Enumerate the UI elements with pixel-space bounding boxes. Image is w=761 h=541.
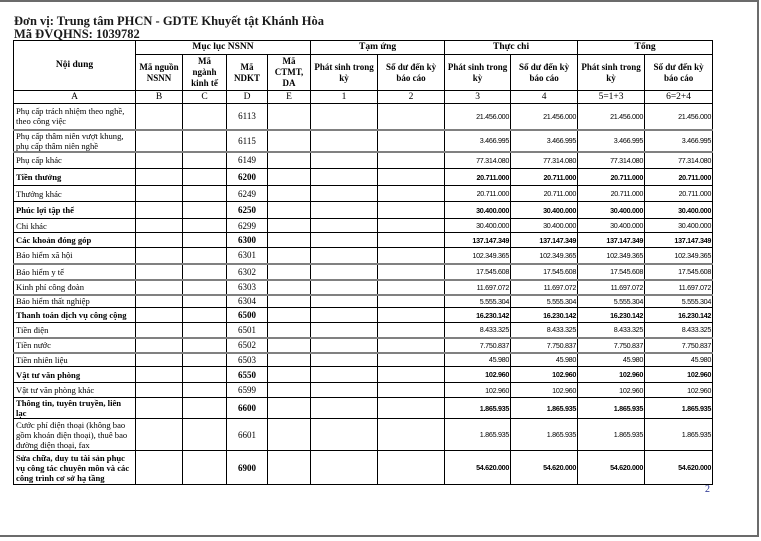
tam-ung-so-du-cell	[378, 383, 445, 398]
ma-nganh-cell	[183, 186, 227, 202]
thuc-chi-phat-sinh-cell: 17.545.608	[445, 264, 511, 280]
table-row	[14, 152, 713, 169]
thuc-chi-phat-sinh-cell: 1.865.935	[445, 398, 511, 419]
tam-ung-so-du-cell	[378, 219, 445, 233]
ma-ctmt-cell	[268, 419, 311, 451]
ma-nguon-cell	[136, 186, 183, 202]
ma-ndkt-cell: 6304	[227, 295, 268, 308]
ma-nguon-cell	[136, 219, 183, 233]
tong-so-du-cell: 20.711.000	[645, 186, 713, 202]
table-row	[14, 367, 713, 383]
ma-nguon-cell	[136, 264, 183, 280]
header-tong-phat-sinh: Phát sinh trong kỳ	[578, 55, 645, 91]
tong-so-du-cell: 8.433.325	[645, 323, 713, 338]
tam-ung-phat-sinh-cell	[311, 169, 378, 186]
row-description: Phụ cấp khác	[14, 152, 136, 169]
ma-ctmt-cell	[268, 367, 311, 383]
ma-nguon-cell	[136, 338, 183, 353]
thuc-chi-phat-sinh-cell: 8.433.325	[445, 323, 511, 338]
letter-cell: 1	[311, 91, 378, 104]
thuc-chi-so-du-cell: 20.711.000	[511, 186, 578, 202]
ma-nganh-cell	[183, 419, 227, 451]
ma-ndkt-cell: 6113	[227, 104, 268, 130]
ma-ndkt-cell: 6501	[227, 323, 268, 338]
table-row	[14, 398, 713, 419]
tong-phat-sinh-cell: 16.230.142	[578, 308, 645, 323]
ma-nguon-cell	[136, 451, 183, 485]
tong-phat-sinh-cell: 102.349.365	[578, 248, 645, 264]
ma-ndkt-cell: 6503	[227, 353, 268, 367]
row-description: Thưởng khác	[14, 186, 136, 202]
table-row	[14, 186, 713, 202]
ma-nganh-cell	[183, 152, 227, 169]
tong-phat-sinh-cell: 5.555.304	[578, 295, 645, 308]
ma-nganh-cell	[183, 219, 227, 233]
tam-ung-phat-sinh-cell	[311, 130, 378, 152]
table-row	[14, 104, 713, 130]
ma-ctmt-cell	[268, 233, 311, 248]
row-description: Kinh phí công đoàn	[14, 280, 136, 295]
letter-cell: 4	[511, 91, 578, 104]
ma-nganh-cell	[183, 202, 227, 219]
row-description: Thông tin, tuyên truyền, liên lạc	[14, 398, 136, 419]
tam-ung-phat-sinh-cell	[311, 323, 378, 338]
ma-ndkt-cell: 6600	[227, 398, 268, 419]
ma-nganh-cell	[183, 233, 227, 248]
ma-nganh-cell	[183, 338, 227, 353]
table-row	[14, 219, 713, 233]
ma-nganh-cell	[183, 280, 227, 295]
row-description: Tiền nhiên liệu	[14, 353, 136, 367]
thuc-chi-phat-sinh-cell: 20.711.000	[445, 186, 511, 202]
tong-so-du-cell: 7.750.837	[645, 338, 713, 353]
thuc-chi-phat-sinh-cell: 7.750.837	[445, 338, 511, 353]
ma-nganh-cell	[183, 451, 227, 485]
ma-nguon-cell	[136, 398, 183, 419]
thuc-chi-phat-sinh-cell: 77.314.080	[445, 152, 511, 169]
tam-ung-phat-sinh-cell	[311, 338, 378, 353]
tam-ung-so-du-cell	[378, 338, 445, 353]
thuc-chi-so-du-cell: 7.750.837	[511, 338, 578, 353]
table-row	[14, 280, 713, 295]
tong-so-du-cell: 45.980	[645, 353, 713, 367]
ma-nguon-cell	[136, 419, 183, 451]
ma-nganh-cell	[183, 323, 227, 338]
tong-so-du-cell: 102.349.365	[645, 248, 713, 264]
tam-ung-phat-sinh-cell	[311, 383, 378, 398]
tam-ung-phat-sinh-cell	[311, 152, 378, 169]
ma-ndkt-cell: 6601	[227, 419, 268, 451]
tam-ung-phat-sinh-cell	[311, 353, 378, 367]
tam-ung-phat-sinh-cell	[311, 186, 378, 202]
header-muc-luc-nsnn: Mục lục NSNN	[136, 41, 311, 55]
tong-phat-sinh-cell: 30.400.000	[578, 202, 645, 219]
header-tam-ung-so-du: Số dư đến kỳ báo cáo	[378, 55, 445, 91]
ma-nguon-cell	[136, 152, 183, 169]
tong-phat-sinh-cell: 45.980	[578, 353, 645, 367]
thuc-chi-phat-sinh-cell: 137.147.349	[445, 233, 511, 248]
ma-nguon-cell	[136, 295, 183, 308]
ma-nguon-cell	[136, 383, 183, 398]
letter-cell: 2	[378, 91, 445, 104]
tong-phat-sinh-cell: 77.314.080	[578, 152, 645, 169]
thuc-chi-phat-sinh-cell: 45.980	[445, 353, 511, 367]
ma-ctmt-cell	[268, 130, 311, 152]
ma-nguon-cell	[136, 104, 183, 130]
ma-nganh-cell	[183, 169, 227, 186]
header-ma-nganh: Mã ngành kinh tế	[183, 55, 227, 91]
tong-phat-sinh-cell: 1.865.935	[578, 419, 645, 451]
letter-cell: 6=2+4	[645, 91, 713, 104]
row-description: Chi khác	[14, 219, 136, 233]
thuc-chi-so-du-cell: 21.456.000	[511, 104, 578, 130]
ma-nguon-cell	[136, 323, 183, 338]
tong-phat-sinh-cell: 7.750.837	[578, 338, 645, 353]
tam-ung-phat-sinh-cell	[311, 202, 378, 219]
thuc-chi-so-du-cell: 137.147.349	[511, 233, 578, 248]
header-noi-dung: Nội dung	[14, 41, 136, 91]
tam-ung-phat-sinh-cell	[311, 398, 378, 419]
ma-ctmt-cell	[268, 295, 311, 308]
tong-so-du-cell: 1.865.935	[645, 398, 713, 419]
thuc-chi-so-du-cell: 45.980	[511, 353, 578, 367]
tam-ung-phat-sinh-cell	[311, 280, 378, 295]
tam-ung-so-du-cell	[378, 152, 445, 169]
ma-nganh-cell	[183, 383, 227, 398]
tam-ung-so-du-cell	[378, 186, 445, 202]
tam-ung-so-du-cell	[378, 280, 445, 295]
tam-ung-so-du-cell	[378, 169, 445, 186]
ma-nguon-cell	[136, 248, 183, 264]
tam-ung-so-du-cell	[378, 398, 445, 419]
ma-nguon-cell	[136, 130, 183, 152]
table-row	[14, 264, 713, 280]
ma-ndkt-cell: 6250	[227, 202, 268, 219]
ma-ctmt-cell	[268, 383, 311, 398]
ma-ctmt-cell	[268, 264, 311, 280]
row-description: Thanh toán dịch vụ công cộng	[14, 308, 136, 323]
ma-ctmt-cell	[268, 353, 311, 367]
tong-so-du-cell: 102.960	[645, 383, 713, 398]
tong-phat-sinh-cell: 54.620.000	[578, 451, 645, 485]
table-row	[14, 130, 713, 152]
thuc-chi-so-du-cell: 1.865.935	[511, 398, 578, 419]
row-description: Phụ cấp trách nhiệm theo nghề, theo công việc	[14, 104, 136, 130]
ma-nganh-cell	[183, 295, 227, 308]
ma-nguon-cell	[136, 367, 183, 383]
ma-nguon-cell	[136, 353, 183, 367]
ma-nganh-cell	[183, 248, 227, 264]
row-description: Bảo hiểm thất nghiệp	[14, 295, 136, 308]
tong-so-du-cell: 30.400.000	[645, 219, 713, 233]
table-row	[14, 248, 713, 264]
tong-so-du-cell: 17.545.608	[645, 264, 713, 280]
thuc-chi-so-du-cell: 16.230.142	[511, 308, 578, 323]
letter-cell: A	[14, 91, 136, 104]
tam-ung-so-du-cell	[378, 248, 445, 264]
unit-title: Đơn vị: Trung tâm PHCN - GDTE Khuyết tật Khánh Hòa	[14, 14, 324, 28]
thuc-chi-phat-sinh-cell: 21.456.000	[445, 104, 511, 130]
thuc-chi-so-du-cell: 3.466.995	[511, 130, 578, 152]
thuc-chi-so-du-cell: 77.314.080	[511, 152, 578, 169]
table-row	[14, 338, 713, 353]
ma-ndkt-cell: 6249	[227, 186, 268, 202]
thuc-chi-phat-sinh-cell: 102.349.365	[445, 248, 511, 264]
ma-ctmt-cell	[268, 186, 311, 202]
thuc-chi-so-du-cell: 8.433.325	[511, 323, 578, 338]
tam-ung-phat-sinh-cell	[311, 308, 378, 323]
row-description: Sửa chữa, duy tu tài sản phục vụ công tác chuyên môn và các công trình cơ sở hạ tầng	[14, 451, 136, 485]
header-tam-ung: Tạm ứng	[311, 41, 445, 55]
row-description: Bảo hiểm xã hội	[14, 248, 136, 264]
tam-ung-phat-sinh-cell	[311, 248, 378, 264]
tam-ung-so-du-cell	[378, 451, 445, 485]
letter-cell: C	[183, 91, 227, 104]
ma-nguon-cell	[136, 233, 183, 248]
ma-ndkt-cell: 6550	[227, 367, 268, 383]
ma-ctmt-cell	[268, 323, 311, 338]
ma-ndkt-cell: 6303	[227, 280, 268, 295]
row-description: Vật tư văn phòng	[14, 367, 136, 383]
row-description: Cước phí điện thoại (không bao gồm khoán điện thoại), thuê bao đường điện thoại, fax	[14, 419, 136, 451]
table-row	[14, 202, 713, 219]
ma-nganh-cell	[183, 264, 227, 280]
ma-nganh-cell	[183, 398, 227, 419]
header-ma-ctmt: Mã CTMT, DA	[268, 55, 311, 91]
tong-so-du-cell: 137.147.349	[645, 233, 713, 248]
ma-nguon-cell	[136, 169, 183, 186]
ma-ndkt-cell: 6301	[227, 248, 268, 264]
table-row	[14, 323, 713, 338]
table-row	[14, 353, 713, 367]
tong-so-du-cell: 16.230.142	[645, 308, 713, 323]
tong-so-du-cell: 11.697.072	[645, 280, 713, 295]
letter-cell: D	[227, 91, 268, 104]
header-tam-ung-phat-sinh: Phát sinh trong kỳ	[311, 55, 378, 91]
tam-ung-so-du-cell	[378, 264, 445, 280]
thuc-chi-phat-sinh-cell: 3.466.995	[445, 130, 511, 152]
header-thuc-chi-phat-sinh: Phát sinh trong kỳ	[445, 55, 511, 91]
header-tong-so-du: Số dư đến kỳ báo cáo	[645, 55, 713, 91]
thuc-chi-so-du-cell: 30.400.000	[511, 219, 578, 233]
tong-phat-sinh-cell: 20.711.000	[578, 186, 645, 202]
tong-so-du-cell: 20.711.000	[645, 169, 713, 186]
ma-ctmt-cell	[268, 280, 311, 295]
ma-nganh-cell	[183, 104, 227, 130]
tong-phat-sinh-cell: 11.697.072	[578, 280, 645, 295]
thuc-chi-so-du-cell: 5.555.304	[511, 295, 578, 308]
thuc-chi-phat-sinh-cell: 30.400.000	[445, 219, 511, 233]
tam-ung-phat-sinh-cell	[311, 451, 378, 485]
ma-ndkt-cell: 6115	[227, 130, 268, 152]
tam-ung-so-du-cell	[378, 233, 445, 248]
thuc-chi-so-du-cell: 102.960	[511, 367, 578, 383]
ma-ndkt-cell: 6900	[227, 451, 268, 485]
table-row	[14, 451, 713, 485]
thuc-chi-phat-sinh-cell: 54.620.000	[445, 451, 511, 485]
column-letter-row	[14, 91, 713, 104]
ma-ndkt-cell: 6502	[227, 338, 268, 353]
ma-ndkt-cell: 6300	[227, 233, 268, 248]
tam-ung-phat-sinh-cell	[311, 419, 378, 451]
tong-phat-sinh-cell: 3.466.995	[578, 130, 645, 152]
tong-so-du-cell: 77.314.080	[645, 152, 713, 169]
ma-ctmt-cell	[268, 152, 311, 169]
tong-so-du-cell: 54.620.000	[645, 451, 713, 485]
ma-ctmt-cell	[268, 202, 311, 219]
tong-phat-sinh-cell: 102.960	[578, 367, 645, 383]
tong-phat-sinh-cell: 20.711.000	[578, 169, 645, 186]
thuc-chi-so-du-cell: 102.349.365	[511, 248, 578, 264]
ma-ctmt-cell	[268, 104, 311, 130]
tong-phat-sinh-cell: 102.960	[578, 383, 645, 398]
thuc-chi-phat-sinh-cell: 5.555.304	[445, 295, 511, 308]
thuc-chi-phat-sinh-cell: 102.960	[445, 383, 511, 398]
tong-phat-sinh-cell: 17.545.608	[578, 264, 645, 280]
table-row	[14, 295, 713, 308]
thuc-chi-so-du-cell: 17.545.608	[511, 264, 578, 280]
letter-cell: E	[268, 91, 311, 104]
tong-phat-sinh-cell: 30.400.000	[578, 219, 645, 233]
tam-ung-phat-sinh-cell	[311, 219, 378, 233]
row-description: Tiền thưởng	[14, 169, 136, 186]
tong-phat-sinh-cell: 21.456.000	[578, 104, 645, 130]
ma-ndkt-cell: 6200	[227, 169, 268, 186]
table-row	[14, 383, 713, 398]
header-ma-ndkt: Mã NDKT	[227, 55, 268, 91]
tam-ung-phat-sinh-cell	[311, 264, 378, 280]
ma-ndkt-cell: 6299	[227, 219, 268, 233]
tam-ung-so-du-cell	[378, 130, 445, 152]
thuc-chi-phat-sinh-cell: 102.960	[445, 367, 511, 383]
ma-ctmt-cell	[268, 248, 311, 264]
header-tong: Tổng	[578, 41, 713, 55]
ma-ndkt-cell: 6599	[227, 383, 268, 398]
tam-ung-so-du-cell	[378, 202, 445, 219]
thuc-chi-phat-sinh-cell: 16.230.142	[445, 308, 511, 323]
tam-ung-phat-sinh-cell	[311, 295, 378, 308]
row-description: Tiền điện	[14, 323, 136, 338]
tong-phat-sinh-cell: 137.147.349	[578, 233, 645, 248]
letter-cell: 3	[445, 91, 511, 104]
tam-ung-phat-sinh-cell	[311, 367, 378, 383]
ma-ctmt-cell	[268, 451, 311, 485]
ma-nguon-cell	[136, 202, 183, 219]
ma-ctmt-cell	[268, 398, 311, 419]
tong-so-du-cell: 21.456.000	[645, 104, 713, 130]
header-thuc-chi: Thực chi	[445, 41, 578, 55]
tong-so-du-cell: 3.466.995	[645, 130, 713, 152]
header-ma-nguon: Mã nguồn NSNN	[136, 55, 183, 91]
tam-ung-phat-sinh-cell	[311, 104, 378, 130]
tong-so-du-cell: 5.555.304	[645, 295, 713, 308]
tong-phat-sinh-cell: 8.433.325	[578, 323, 645, 338]
ma-nganh-cell	[183, 367, 227, 383]
ma-ndkt-cell: 6302	[227, 264, 268, 280]
ma-nganh-cell	[183, 308, 227, 323]
letter-cell: 5=1+3	[578, 91, 645, 104]
ma-nguon-cell	[136, 280, 183, 295]
row-description: Vật tư văn phòng khác	[14, 383, 136, 398]
thuc-chi-so-du-cell: 11.697.072	[511, 280, 578, 295]
table-row	[14, 308, 713, 323]
tam-ung-so-du-cell	[378, 295, 445, 308]
tong-so-du-cell: 102.960	[645, 367, 713, 383]
ma-ndkt-cell: 6500	[227, 308, 268, 323]
tam-ung-so-du-cell	[378, 104, 445, 130]
row-description: Tiền nước	[14, 338, 136, 353]
row-description: Phụ cấp thâm niên vượt khung, phụ cấp thâm niên nghề	[14, 130, 136, 152]
tong-so-du-cell: 1.865.935	[645, 419, 713, 451]
row-description: Các khoản đóng góp	[14, 233, 136, 248]
table-row	[14, 419, 713, 451]
ma-ctmt-cell	[268, 308, 311, 323]
tam-ung-so-du-cell	[378, 323, 445, 338]
thuc-chi-so-du-cell: 20.711.000	[511, 169, 578, 186]
thuc-chi-so-du-cell: 30.400.000	[511, 202, 578, 219]
tam-ung-so-du-cell	[378, 308, 445, 323]
thuc-chi-so-du-cell: 102.960	[511, 383, 578, 398]
row-description: Phúc lợi tập thể	[14, 202, 136, 219]
ma-nganh-cell	[183, 130, 227, 152]
ma-ctmt-cell	[268, 169, 311, 186]
unit-code: Mã ĐVQHNS: 1039782	[14, 27, 140, 41]
thuc-chi-so-du-cell: 1.865.935	[511, 419, 578, 451]
tam-ung-so-du-cell	[378, 353, 445, 367]
ma-nguon-cell	[136, 308, 183, 323]
page-number: 2	[705, 484, 710, 495]
budget-table	[13, 40, 713, 485]
tam-ung-so-du-cell	[378, 367, 445, 383]
table-row	[14, 233, 713, 248]
tong-phat-sinh-cell: 1.865.935	[578, 398, 645, 419]
thuc-chi-so-du-cell: 54.620.000	[511, 451, 578, 485]
ma-ndkt-cell: 6149	[227, 152, 268, 169]
header-thuc-chi-so-du: Số dư đến kỳ báo cáo	[511, 55, 578, 91]
tam-ung-phat-sinh-cell	[311, 233, 378, 248]
ma-ctmt-cell	[268, 338, 311, 353]
thuc-chi-phat-sinh-cell: 1.865.935	[445, 419, 511, 451]
row-description: Bảo hiểm y tế	[14, 264, 136, 280]
ma-ctmt-cell	[268, 219, 311, 233]
tong-so-du-cell: 30.400.000	[645, 202, 713, 219]
letter-cell: B	[136, 91, 183, 104]
thuc-chi-phat-sinh-cell: 30.400.000	[445, 202, 511, 219]
thuc-chi-phat-sinh-cell: 20.711.000	[445, 169, 511, 186]
table-row	[14, 169, 713, 186]
tam-ung-so-du-cell	[378, 419, 445, 451]
thuc-chi-phat-sinh-cell: 11.697.072	[445, 280, 511, 295]
ma-nganh-cell	[183, 353, 227, 367]
